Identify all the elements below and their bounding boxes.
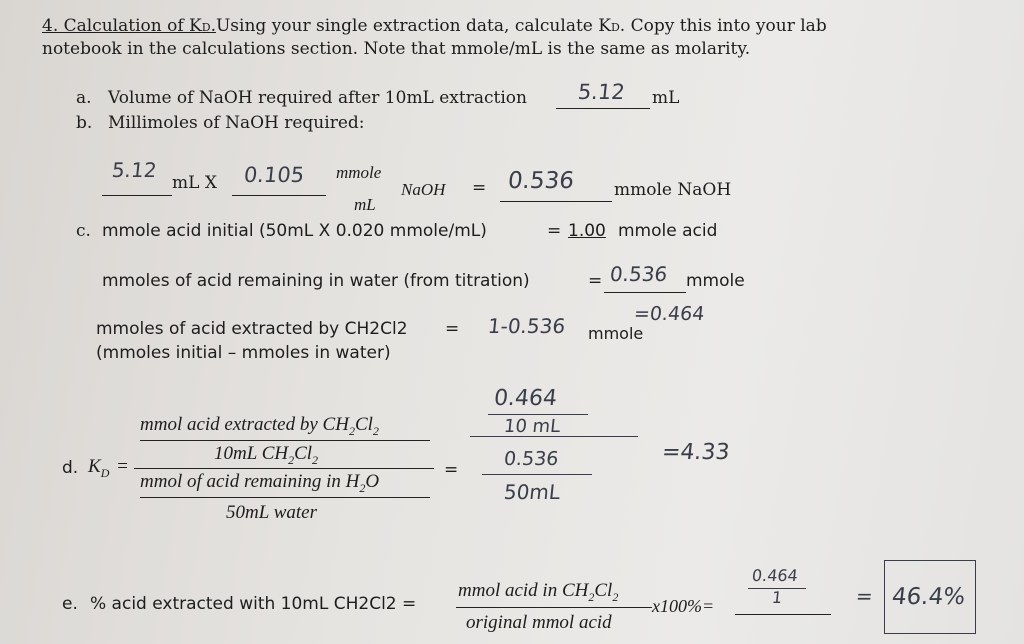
part-c-remaining-text: mmoles of acid remaining in water (from titration) bbox=[102, 271, 530, 291]
part-b-mmol-blank bbox=[500, 201, 612, 202]
kd-hw-top-bar bbox=[488, 414, 588, 415]
part-a-answer: 5.12 bbox=[576, 80, 627, 104]
part-c-remaining-answer: 0.536 bbox=[608, 262, 669, 286]
kd-hw-result: =4.33 bbox=[660, 440, 731, 465]
part-b-ml-x: mL X bbox=[172, 173, 217, 193]
kd-bottom-numerator: mmol of acid remaining in $H_2O$ bbox=[140, 471, 380, 495]
kd-hw-top-denominator: 10 mL bbox=[502, 416, 562, 437]
kd-subscript: D bbox=[610, 21, 620, 34]
part-a-text: Volume of NaOH required after 10mL extraction bbox=[108, 88, 527, 108]
heading-number-title: 4. Calculation of KD. bbox=[42, 16, 216, 36]
part-e-text: % acid extracted with 10mL CH2Cl2 = bbox=[90, 594, 417, 614]
part-b-mmol-answer: 0.536 bbox=[506, 168, 576, 194]
part-c-initial-eq: = bbox=[547, 221, 562, 241]
part-b-frac-den: mL bbox=[354, 195, 376, 214]
part-a-blank-line bbox=[556, 108, 650, 109]
heading-line1-end: . Copy this into your lab bbox=[619, 16, 827, 36]
part-b-result-unit: mmole NaOH bbox=[614, 180, 732, 200]
kd-hw-main-bar bbox=[470, 436, 638, 437]
kd-top-fraction-bar bbox=[140, 440, 430, 441]
part-e-answer-blank bbox=[735, 614, 831, 615]
heading-line2: notebook in the calculations section. Note that mmole/mL is the same as molarity. bbox=[42, 39, 751, 59]
part-e-hw-denominator: 1 bbox=[771, 588, 784, 607]
part-b-equals: = bbox=[472, 178, 487, 198]
part-b-volume-answer: 5.12 bbox=[110, 158, 158, 182]
kd-hw-bottom-numerator: 0.536 bbox=[502, 448, 560, 470]
part-c-extracted-eq: = bbox=[445, 319, 460, 339]
part-e-hw-result: 46.4% bbox=[890, 584, 967, 610]
kd-equals: = bbox=[116, 456, 129, 477]
part-b-conc-blank bbox=[232, 195, 326, 196]
part-e-fraction-bar bbox=[456, 607, 652, 608]
part-b-volume-blank bbox=[102, 195, 172, 196]
kd-hw-bottom-bar bbox=[482, 474, 592, 475]
part-b-letter: b. bbox=[76, 113, 93, 133]
part-e-letter: e. bbox=[62, 594, 78, 614]
section-heading bbox=[42, 16, 827, 36]
heading-line1: Using your single extraction data, calculate K bbox=[215, 16, 611, 36]
part-b-text: Millimoles of NaOH required: bbox=[108, 113, 365, 133]
part-c-extracted-answer: =0.464 bbox=[632, 303, 706, 325]
part-c-remaining-blank bbox=[604, 292, 686, 293]
kd-hw-bottom-denominator: 50mL bbox=[502, 480, 562, 504]
part-c-initial-value: 1.00 bbox=[568, 221, 606, 241]
part-e-frac-den: original mmol acid bbox=[466, 612, 612, 633]
part-c-extracted-text: mmoles of acid extracted by CH2Cl2 bbox=[96, 319, 408, 339]
part-c-extracted-unit: mmole bbox=[588, 324, 644, 343]
kd-top-denominator: 10mL $CH_2Cl_2$ bbox=[214, 443, 319, 467]
part-b-conc-answer: 0.105 bbox=[242, 163, 306, 187]
part-a-letter: a. bbox=[76, 88, 92, 108]
part-b-frac-num: mmole bbox=[336, 163, 382, 182]
part-e-hw-numerator: 0.464 bbox=[751, 566, 799, 585]
part-c-remaining-eq: = bbox=[588, 271, 603, 291]
kd-bottom-fraction-bar bbox=[140, 497, 430, 498]
part-c-extracted-note: (mmoles initial – mmoles in water) bbox=[96, 343, 391, 363]
part-c-remaining-unit: mmole bbox=[686, 271, 745, 291]
part-c-letter: c. bbox=[76, 221, 91, 241]
part-c-extracted-work: 1-0.536 bbox=[486, 314, 567, 338]
part-c-initial-text: mmole acid initial (50mL X 0.020 mmole/mL) bbox=[102, 221, 487, 241]
kd-bottom-denominator: 50mL water bbox=[226, 502, 317, 523]
part-e-hw-equals: = bbox=[854, 584, 875, 608]
part-e-frac-num: mmol acid in $CH_2Cl_2$ bbox=[458, 580, 619, 604]
kd-hw-top-numerator: 0.464 bbox=[492, 386, 559, 411]
kd-main-fraction-bar bbox=[134, 468, 434, 469]
part-a-unit: mL bbox=[652, 88, 680, 108]
part-d-letter: d. bbox=[62, 458, 79, 478]
kd-equals-2: = bbox=[444, 460, 459, 480]
part-e-times: x100%= bbox=[652, 596, 715, 616]
kd-top-numerator: mmol acid extracted by $CH_2Cl_2$ bbox=[140, 414, 379, 438]
kd-label: $K_D$ bbox=[88, 456, 110, 480]
part-c-initial-unit: mmole acid bbox=[618, 221, 718, 241]
part-b-naoh: NaOH bbox=[401, 180, 446, 199]
